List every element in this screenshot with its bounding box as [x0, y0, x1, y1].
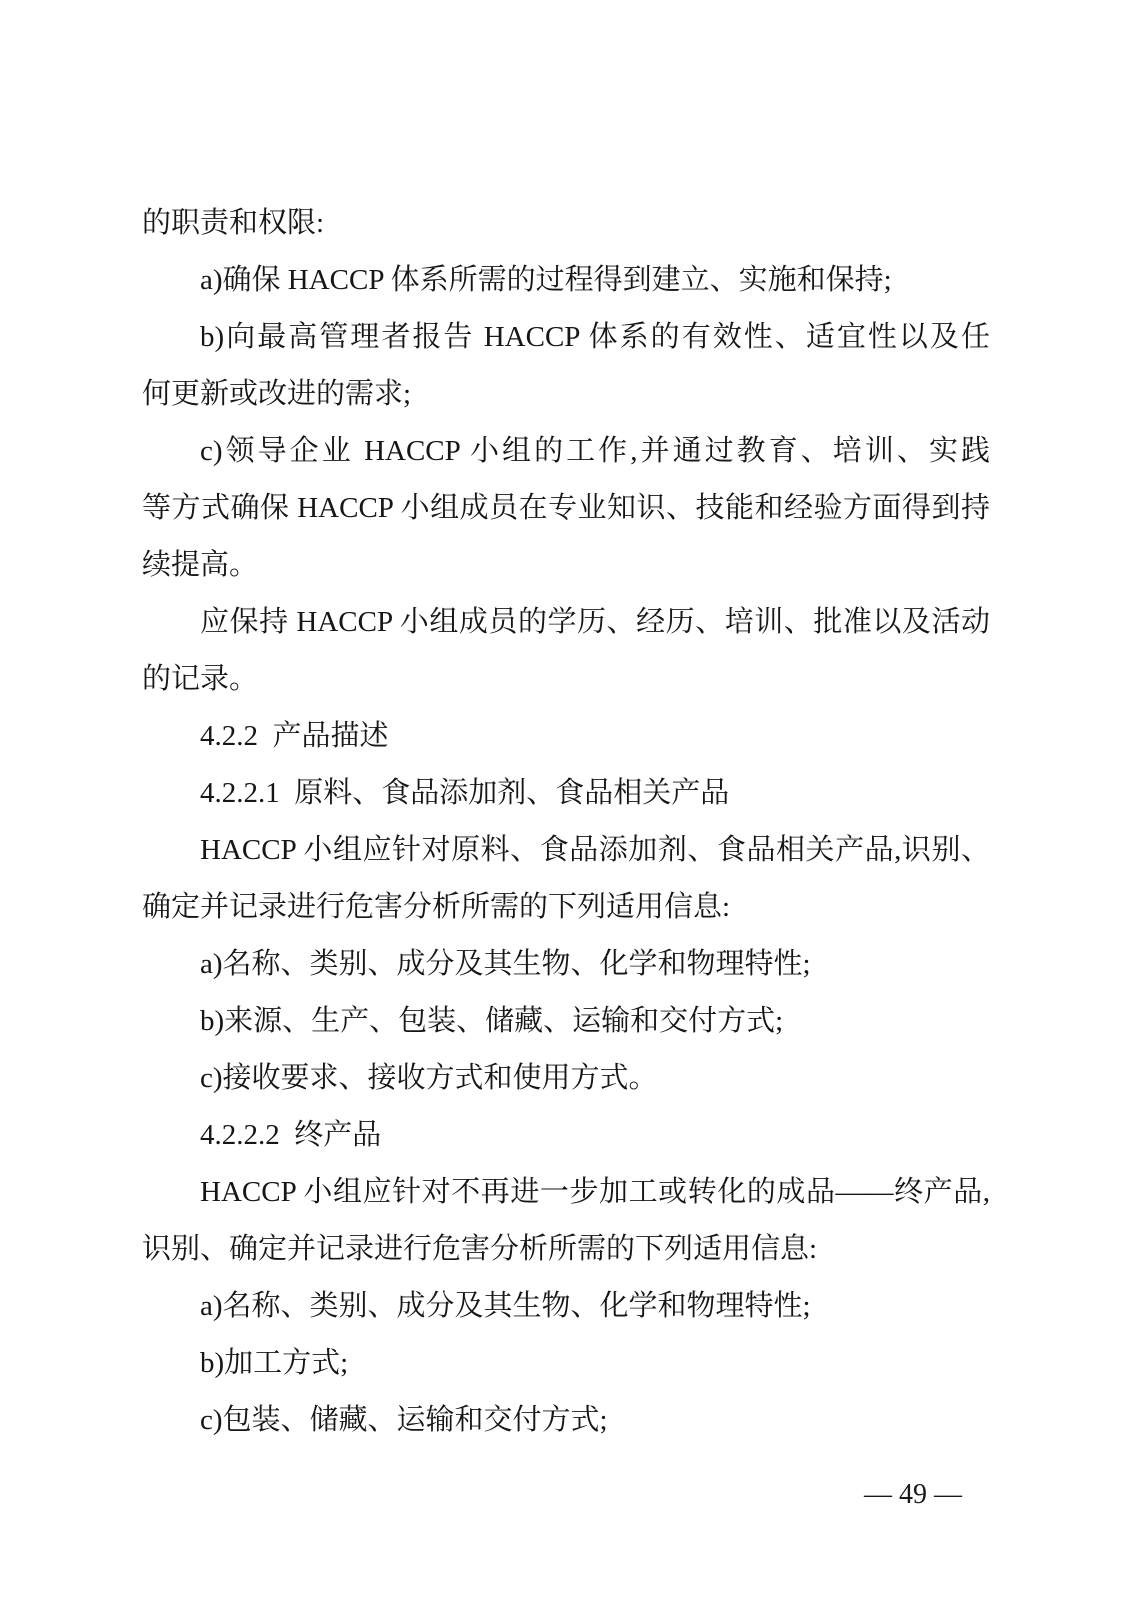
text-line: 的职责和权限:	[142, 207, 325, 239]
text-line: a)名称、类别、成分及其生物、化学和物理特性;	[200, 948, 811, 980]
text-line: 识别、确定并记录进行危害分析所需的下列适用信息:	[142, 1233, 818, 1265]
text-line: c)领导企业 HACCP 小组的工作,并通过教育、培训、实践	[200, 435, 990, 467]
section-heading: 4.2.2.2 终产品	[200, 1119, 382, 1151]
text-line: a)名称、类别、成分及其生物、化学和物理特性;	[200, 1290, 811, 1322]
text-line: c)包装、储藏、运输和交付方式;	[200, 1404, 608, 1436]
text-line: HACCP 小组应针对原料、食品添加剂、食品相关产品,识别、	[200, 834, 990, 866]
text-line: a)确保 HACCP 体系所需的过程得到建立、实施和保持;	[200, 264, 892, 296]
text-line: 何更新或改进的需求;	[142, 378, 412, 410]
text-line: b)来源、生产、包装、储藏、运输和交付方式;	[200, 1005, 784, 1037]
section-heading: 4.2.2.1 原料、食品添加剂、食品相关产品	[200, 777, 730, 809]
text-line: HACCP 小组应针对不再进一步加工或转化的成品——终产品,	[200, 1176, 990, 1208]
page-number: — 49 —	[864, 1479, 962, 1510]
document-body	[142, 195, 990, 1449]
text-line: 等方式确保 HACCP 小组成员在专业知识、技能和经验方面得到持	[142, 492, 990, 524]
text-line: 确定并记录进行危害分析所需的下列适用信息:	[142, 891, 731, 923]
text-line: b)加工方式;	[200, 1347, 349, 1379]
text-line: 的记录。	[142, 663, 259, 695]
section-heading: 4.2.2 产品描述	[200, 720, 389, 752]
text-line: c)接收要求、接收方式和使用方式。	[200, 1062, 658, 1094]
text-line: 续提高。	[142, 549, 259, 581]
text-line: b)向最高管理者报告 HACCP 体系的有效性、适宜性以及任	[200, 321, 990, 353]
text-line: 应保持 HACCP 小组成员的学历、经历、培训、批准以及活动	[200, 606, 990, 638]
page-footer	[836, 1444, 962, 1546]
